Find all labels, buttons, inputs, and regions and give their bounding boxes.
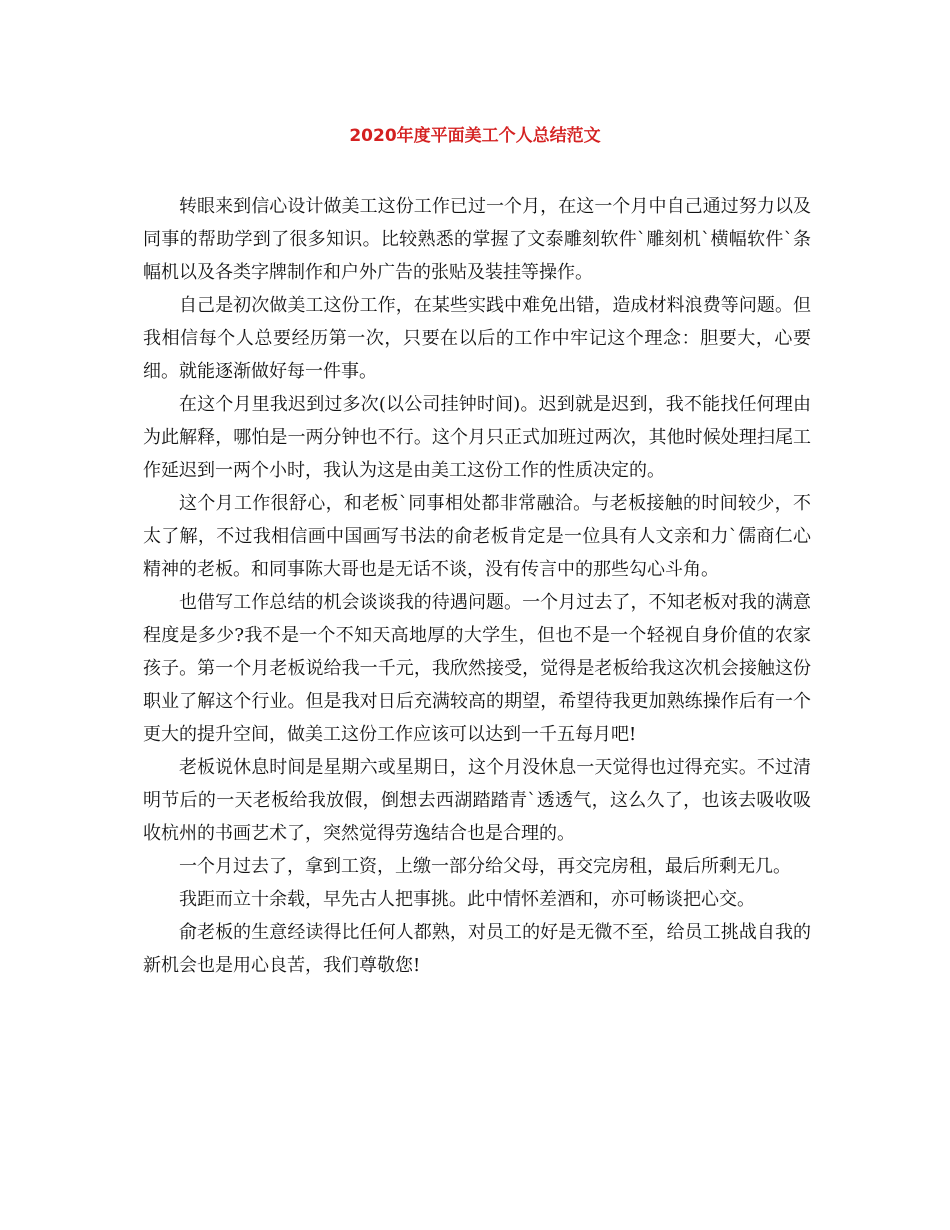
paragraph-6: 老板说休息时间是星期六或星期日，这个月没休息一天觉得也过得充实。不过清明节后的一天老板给我放假，倒想去西湖踏踏青`透透气，这么久了，也该去吸收吸收杭州的书画艺术了，突然觉得劳逸结合也是合理的。 (143, 757, 811, 844)
paragraph-9: 俞老板的生意经读得比任何人都熟，对员工的好是无微不至，给员工挑战自我的新机会也是用心良苦，我们尊敬您! (143, 922, 811, 976)
document-title: 2020年度平面美工个人总结范文 (349, 126, 601, 146)
paragraph-4: 这个月工作很舒心，和老板`同事相处都非常融洽。与老板接触的时间较少，不太了解，不过我相信画中国画写书法的俞老板肯定是一位具有人文亲和力`儒商仁心精神的老板。和同事陈大哥也是无话不谈，没有传言中的那些勾心斗角。 (143, 493, 811, 580)
paragraph-2: 自己是初次做美工这份工作，在某些实践中难免出错，造成材料浪费等问题。但我相信每个人总要经历第一次，只要在以后的工作中牢记这个理念：胆要大，心要细。就能逐渐做好每一件事。 (143, 295, 811, 382)
document-body (143, 190, 811, 982)
paragraph-7: 一个月过去了，拿到工资，上缴一部分给父母，再交完房租，最后所剩无几。 (179, 856, 791, 877)
paragraph-3: 在这个月里我迟到过多次(以公司挂钟时间)。迟到就是迟到，我不能找任何理由为此解释，哪怕是一两分钟也不行。这个月只正式加班过两次，其他时候处理扫尾工作延迟到一两个小时，我认为这是由美工这份工作的性质决定的。 (143, 394, 811, 481)
paragraph-8: 我距而立十余载，早先古人把事挑。此中情怀差酒和，亦可畅谈把心交。 (179, 889, 755, 910)
paragraph-5: 也借写工作总结的机会谈谈我的待遇问题。一个月过去了，不知老板对我的满意程度是多少?我不是一个不知天高地厚的大学生，但也不是一个轻视自身价值的农家孩子。第一个月老板说给我一千元，我欣然接受，觉得是老板给我这次机会接触这份职业了解这个行业。但是我对日后充满较高的期望，希望待我更加熟练操作后有一个更大的提升空间，做美工这份工作应该可以达到一千五每月吧! (143, 592, 811, 745)
paragraph-1: 转眼来到信心设计做美工这份工作已过一个月，在这一个月中自己通过努力以及同事的帮助学到了很多知识。比较熟悉的掌握了文泰雕刻软件`雕刻机`横幅软件`条幅机以及各类字牌制作和户外广告的张贴及装挂等操作。 (143, 196, 811, 283)
